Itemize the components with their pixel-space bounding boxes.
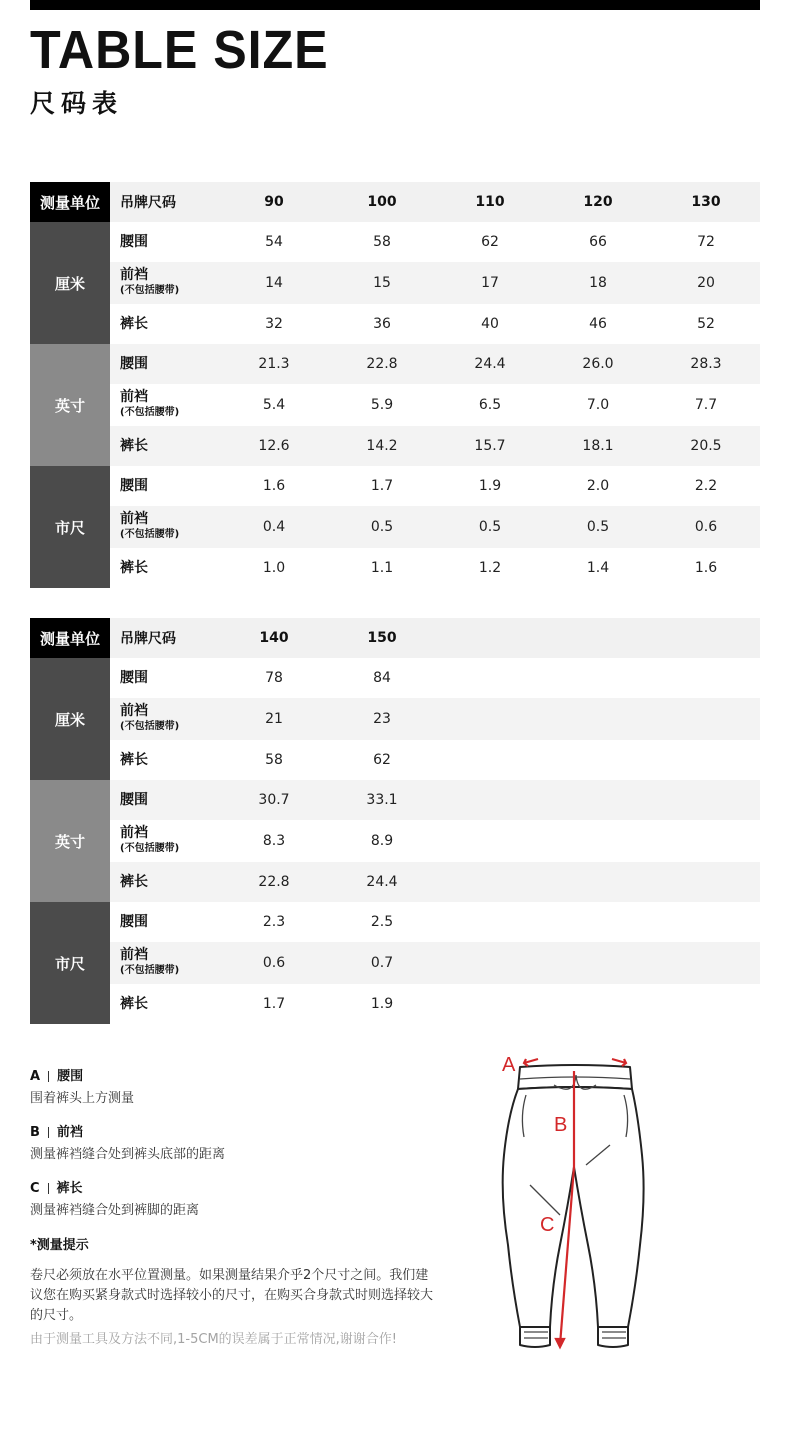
table-cell: 17	[436, 262, 544, 304]
empty-cell	[436, 658, 544, 698]
empty-cell	[544, 740, 652, 780]
table-row	[30, 658, 760, 698]
pants-measurement-diagram	[490, 1045, 660, 1355]
measure-rise-note: (不包括腰带)	[120, 529, 180, 540]
measure-rise	[110, 384, 220, 426]
table-row	[30, 902, 760, 942]
table-cell: 2.3	[262, 914, 286, 930]
table-cell: 36	[373, 316, 391, 332]
table-row	[30, 344, 760, 384]
table-cell: 0.7	[328, 942, 436, 984]
table-cell: 54	[265, 234, 283, 250]
measure-rise-label: 前裆	[120, 267, 148, 283]
table-cell: 72	[697, 234, 715, 250]
note-letter: B	[30, 1125, 40, 1140]
empty-cell	[436, 942, 544, 984]
table-cell: 12.6	[220, 426, 328, 466]
unit-group-inch: 英寸	[30, 780, 110, 902]
note-letter: A	[30, 1069, 41, 1084]
size-header: 140	[220, 618, 328, 658]
measure-length: 裤长	[120, 559, 148, 576]
note-a-desc: 围着裤头上方测量	[30, 1091, 135, 1106]
table-cell: 84	[373, 670, 391, 686]
empty-cell	[652, 820, 760, 862]
measure-rise	[110, 942, 220, 984]
unit-group-inch: 英寸	[30, 344, 110, 466]
right-cuff	[598, 1327, 628, 1347]
table-cell: 24.4	[328, 862, 436, 902]
waist-arrow-left	[524, 1059, 538, 1066]
table-row	[30, 262, 760, 304]
table-row	[30, 862, 760, 902]
empty-cell	[436, 618, 544, 658]
table-cell: 0.5	[328, 506, 436, 548]
table-cell: 18	[544, 262, 652, 304]
measure-waist: 腰围	[120, 233, 148, 250]
unit-group-shichi: 市尺	[30, 466, 110, 588]
table-cell: 2.0	[586, 478, 610, 494]
table-cell: 46	[589, 316, 607, 332]
table-cell: 15.7	[436, 426, 544, 466]
measure-waist: 腰围	[120, 669, 148, 686]
measure-rise-label: 前裆	[120, 389, 148, 405]
empty-cell	[652, 658, 760, 698]
table-row	[30, 222, 760, 262]
empty-cell	[652, 942, 760, 984]
table-cell: 1.1	[370, 560, 394, 576]
table-cell: 1.4	[586, 560, 610, 576]
empty-cell	[652, 902, 760, 942]
unit-header: 测量单位	[30, 618, 110, 658]
table-cell: 78	[265, 670, 283, 686]
table-cell: 20	[652, 262, 760, 304]
note-letter: C	[30, 1181, 40, 1196]
measure-length: 裤长	[120, 751, 148, 768]
note-b-title	[30, 1122, 450, 1144]
table-cell: 15	[328, 262, 436, 304]
table-row	[30, 780, 760, 820]
measure-rise	[110, 820, 220, 862]
table-cell: 7.7	[694, 397, 718, 413]
empty-cell	[436, 820, 544, 862]
measure-rise-note: (不包括腰带)	[120, 721, 180, 732]
table-cell: 5.9	[370, 397, 394, 413]
measure-waist: 腰围	[110, 780, 220, 820]
table-cell: 62	[481, 234, 499, 250]
measure-rise-label: 前裆	[120, 825, 148, 841]
size-header: 120	[544, 182, 652, 222]
table-cell: 22.8	[220, 862, 328, 902]
table-cell: 1.9	[478, 478, 502, 494]
table-row	[30, 506, 760, 548]
empty-cell	[544, 658, 652, 698]
size-table-1	[30, 182, 760, 588]
table-header-row	[30, 182, 760, 222]
label-a: A	[502, 1054, 516, 1076]
measure-length: 裤长	[120, 995, 148, 1012]
table-cell: 0.5	[544, 506, 652, 548]
table-cell: 2.2	[694, 478, 718, 494]
measure-rise-note: (不包括腰带)	[120, 843, 180, 854]
table-cell: 6.5	[478, 397, 502, 413]
measure-rise	[110, 262, 220, 304]
size-header: 100	[328, 182, 436, 222]
measure-waist: 腰围	[120, 913, 148, 930]
table-row	[30, 466, 760, 506]
table-cell: 1.0	[262, 560, 286, 576]
unit-header: 测量单位	[30, 182, 110, 222]
empty-cell	[544, 902, 652, 942]
table-cell: 2.5	[370, 914, 394, 930]
table-cell: 21.3	[220, 344, 328, 384]
table-cell: 0.4	[220, 506, 328, 548]
empty-cell	[544, 618, 652, 658]
measurement-notes	[30, 1066, 450, 1350]
table-cell: 58	[265, 752, 283, 768]
divider	[48, 1127, 49, 1138]
table-cell: 1.2	[478, 560, 502, 576]
measure-length: 裤长	[120, 315, 148, 332]
empty-cell	[436, 902, 544, 942]
table-cell: 26.0	[544, 344, 652, 384]
empty-cell	[544, 984, 652, 1024]
measure-rise-note: (不包括腰带)	[120, 407, 180, 418]
unit-group-cm: 厘米	[30, 222, 110, 344]
measure-rise-label: 前裆	[120, 511, 148, 527]
table-cell: 20.5	[652, 426, 760, 466]
table-cell: 28.3	[652, 344, 760, 384]
table-cell: 52	[697, 316, 715, 332]
table-cell: 14.2	[328, 426, 436, 466]
note-c-title	[30, 1178, 450, 1200]
table-row	[30, 942, 760, 984]
empty-cell	[544, 780, 652, 820]
measure-rise-note: (不包括腰带)	[120, 285, 180, 296]
table-row	[30, 304, 760, 344]
label-b: B	[554, 1114, 568, 1136]
empty-cell	[652, 780, 760, 820]
label-c: C	[540, 1214, 555, 1236]
empty-cell	[652, 862, 760, 902]
table-row	[30, 548, 760, 588]
note-c-desc: 测量裤裆缝合处到裤脚的距离	[30, 1203, 200, 1218]
table-cell: 32	[265, 316, 283, 332]
table-cell: 40	[481, 316, 499, 332]
empty-cell	[652, 984, 760, 1024]
empty-cell	[544, 698, 652, 740]
empty-cell	[544, 942, 652, 984]
size-table-2	[30, 618, 760, 1024]
table-cell: 1.6	[262, 478, 286, 494]
table-cell: 23	[328, 698, 436, 740]
table-cell: 24.4	[436, 344, 544, 384]
empty-cell	[436, 740, 544, 780]
empty-cell	[436, 698, 544, 740]
empty-cell	[436, 862, 544, 902]
table-cell: 21	[220, 698, 328, 740]
empty-cell	[652, 740, 760, 780]
measure-rise-note: (不包括腰带)	[120, 965, 180, 976]
empty-cell	[436, 984, 544, 1024]
measure-rise-label: 前裆	[120, 947, 148, 963]
divider	[48, 1071, 49, 1082]
left-cuff	[520, 1327, 550, 1347]
measure-rise	[110, 506, 220, 548]
measure-length: 裤长	[110, 426, 220, 466]
unit-group-cm: 厘米	[30, 658, 110, 780]
table-row	[30, 426, 760, 466]
table-cell: 58	[373, 234, 391, 250]
tag-size-header: 吊牌尺码	[110, 618, 220, 658]
page-title-chinese: 尺码表	[30, 89, 124, 118]
waist-arrow-right	[612, 1059, 626, 1066]
length-arrow-icon	[556, 1339, 564, 1347]
table-cell: 8.9	[370, 833, 394, 849]
note-name: 裤长	[56, 1181, 83, 1196]
measure-length: 裤长	[110, 862, 220, 902]
table-cell: 33.1	[328, 780, 436, 820]
table-cell: 5.4	[262, 397, 286, 413]
size-header: 150	[328, 618, 436, 658]
size-header: 110	[436, 182, 544, 222]
tip-title: *测量提示	[30, 1238, 89, 1253]
table-cell: 0.6	[220, 942, 328, 984]
note-name: 前裆	[56, 1125, 83, 1140]
table-cell: 62	[373, 752, 391, 768]
size-header: 130	[652, 182, 760, 222]
table-row	[30, 820, 760, 862]
table-cell: 14	[220, 262, 328, 304]
table-cell: 0.6	[652, 506, 760, 548]
note-a-title	[30, 1066, 450, 1088]
table-row	[30, 740, 760, 780]
tip-disclaimer: 由于测量工具及方法不同,1-5CM的误差属于正常情况,谢谢合作!	[30, 1332, 398, 1347]
empty-cell	[544, 862, 652, 902]
unit-group-shichi: 市尺	[30, 902, 110, 1024]
page-title-english: TABLE SIZE	[30, 20, 329, 80]
table-cell: 8.3	[262, 833, 286, 849]
divider	[48, 1183, 49, 1194]
table-cell: 0.5	[436, 506, 544, 548]
tip-text: 卷尺必须放在水平位置测量。如果测量结果介乎2个尺寸之间。我们建议您在购买紧身款式时选择较小的尺寸，在购买合身款式时则选择较大的尺寸。	[30, 1268, 434, 1323]
note-b-desc: 测量裤裆缝合处到裤头底部的距离	[30, 1147, 226, 1162]
measure-waist: 腰围	[120, 477, 148, 494]
table-cell: 66	[589, 234, 607, 250]
empty-cell	[652, 618, 760, 658]
empty-cell	[544, 820, 652, 862]
empty-cell	[652, 698, 760, 740]
table-row	[30, 984, 760, 1024]
note-name: 腰围	[57, 1069, 84, 1084]
table-cell: 30.7	[220, 780, 328, 820]
table-cell: 1.7	[262, 996, 286, 1012]
table-row	[30, 698, 760, 740]
table-header-row	[30, 618, 760, 658]
measure-rise	[110, 698, 220, 740]
table-cell: 1.6	[694, 560, 718, 576]
table-cell: 1.7	[370, 478, 394, 494]
empty-cell	[436, 780, 544, 820]
tag-size-header: 吊牌尺码	[110, 182, 220, 222]
table-cell: 7.0	[586, 397, 610, 413]
table-cell: 18.1	[544, 426, 652, 466]
measure-waist: 腰围	[110, 344, 220, 384]
top-black-bar	[30, 0, 760, 10]
table-cell: 22.8	[328, 344, 436, 384]
size-header: 90	[220, 182, 328, 222]
table-row	[30, 384, 760, 426]
table-cell: 1.9	[370, 996, 394, 1012]
measure-rise-label: 前裆	[120, 703, 148, 719]
